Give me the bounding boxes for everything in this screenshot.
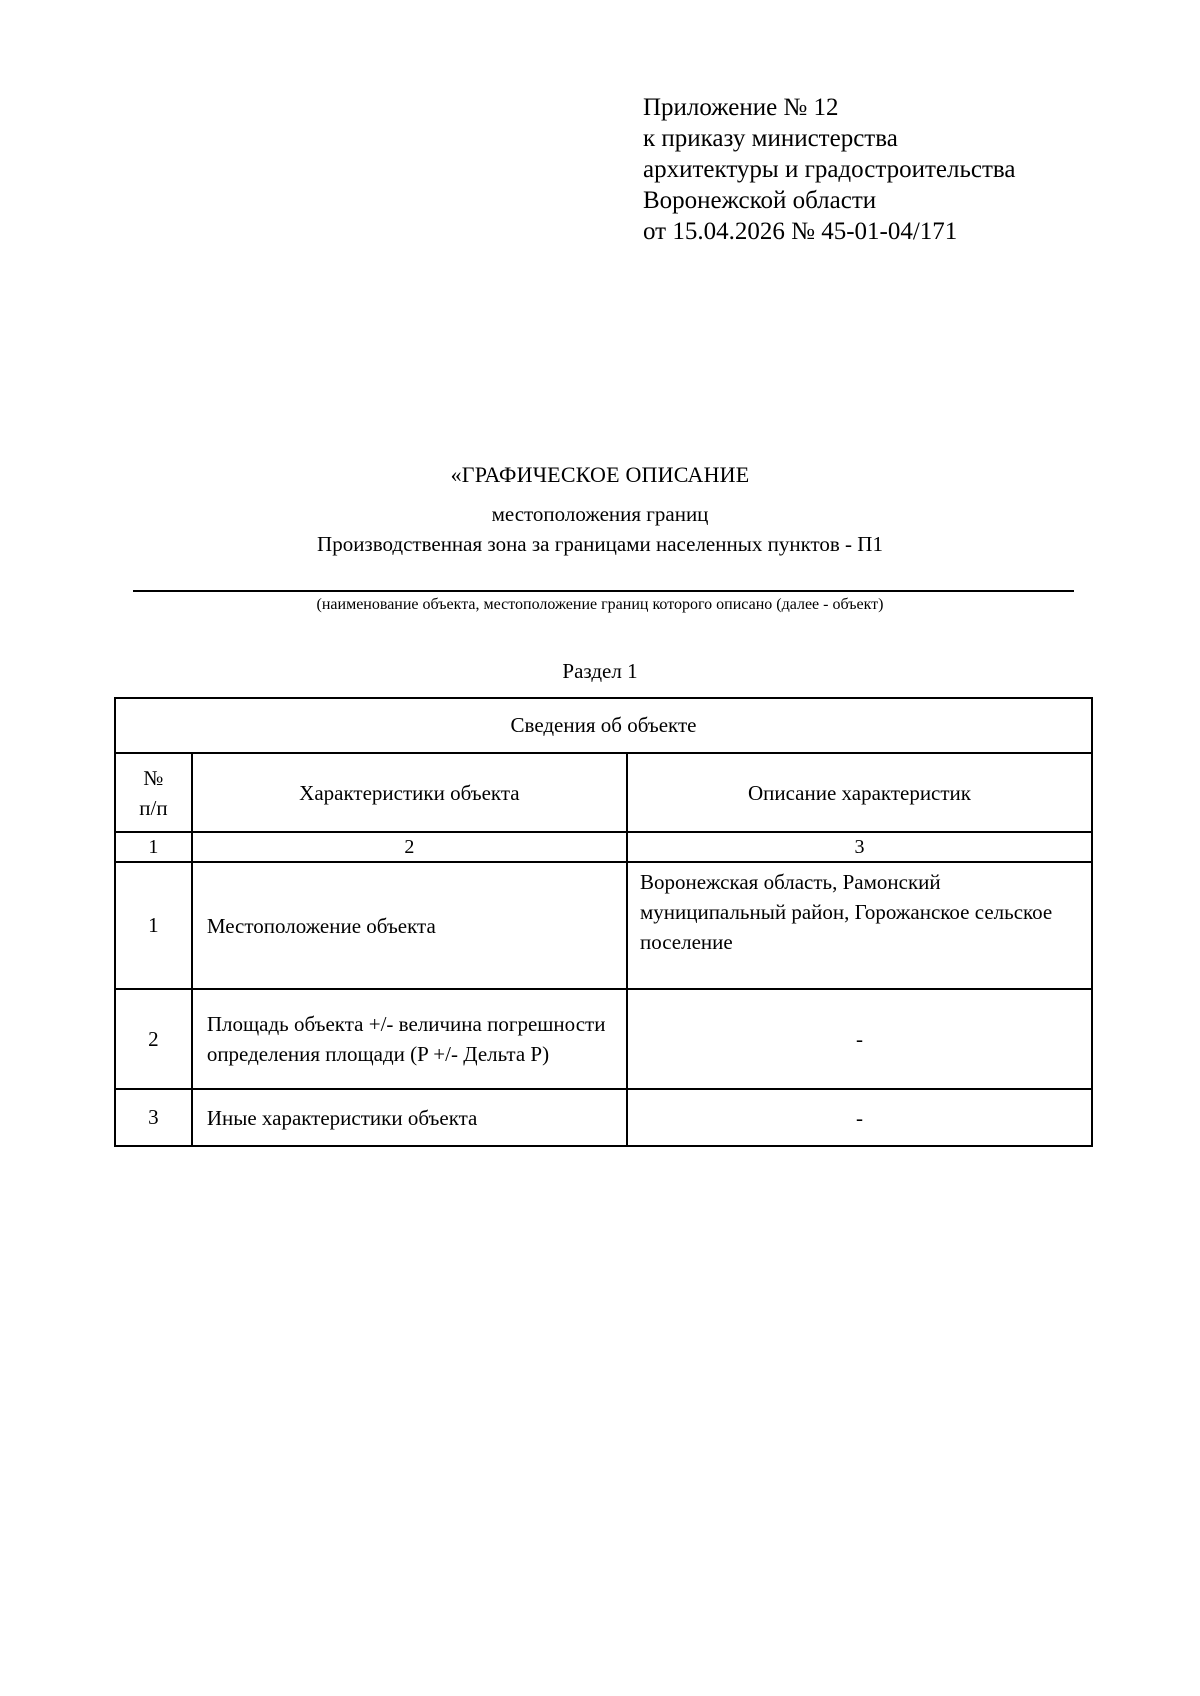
table-caption-row bbox=[115, 698, 1092, 753]
appendix-line: архитектуры и градостроительства bbox=[643, 156, 1016, 183]
header-index-symbol: № bbox=[143, 765, 164, 790]
table-row bbox=[115, 1089, 1092, 1146]
column-number: 3 bbox=[627, 832, 1092, 862]
row-characteristic: Иные характеристики объекта bbox=[192, 1089, 627, 1146]
header-index bbox=[115, 753, 192, 832]
header-index-abbr: п/п bbox=[139, 795, 168, 820]
object-name-underline bbox=[133, 590, 1074, 592]
row-description: - bbox=[627, 1089, 1092, 1146]
object-name: Производственная зона за границами населенных пунктов - П1 bbox=[317, 532, 883, 556]
appendix-line: Приложение № 12 bbox=[643, 94, 839, 121]
table-row bbox=[115, 862, 1092, 989]
column-number-row bbox=[115, 832, 1092, 862]
section-label: Раздел 1 bbox=[562, 659, 638, 683]
row-index: 2 bbox=[115, 989, 192, 1089]
header-description: Описание характеристик bbox=[627, 753, 1092, 832]
row-index: 3 bbox=[115, 1089, 192, 1146]
table-row bbox=[115, 989, 1092, 1089]
header-characteristics: Характеристики объекта bbox=[192, 753, 627, 832]
table-header-row bbox=[115, 753, 1092, 832]
object-info-table bbox=[114, 697, 1093, 1147]
table-caption: Сведения об объекте bbox=[115, 698, 1092, 753]
column-number: 2 bbox=[192, 832, 627, 862]
document-title: «ГРАФИЧЕСКОЕ ОПИСАНИЕ bbox=[450, 462, 750, 487]
row-characteristic: Местоположение объекта bbox=[192, 862, 627, 989]
appendix-line: Воронежской области bbox=[643, 187, 877, 214]
appendix-order-line: от 15.04.2026 № 45-01-04/171 bbox=[643, 218, 958, 245]
document-subtitle: местоположения границ bbox=[491, 502, 709, 526]
row-index: 1 bbox=[115, 862, 192, 989]
row-characteristic: Площадь объекта +/- величина погрешности определения площади (P +/- Дельта P) bbox=[192, 989, 627, 1089]
object-name-caption: (наименование объекта, местоположение границ которого описано (далее - объект) bbox=[316, 596, 884, 613]
appendix-block bbox=[643, 92, 1163, 247]
appendix-line: к приказу министерства bbox=[643, 125, 898, 152]
row-description: Воронежская область, Рамонский муниципальный район, Горожанское сельское поселение bbox=[627, 862, 1092, 989]
row-description: - bbox=[627, 989, 1092, 1089]
column-number: 1 bbox=[115, 832, 192, 862]
